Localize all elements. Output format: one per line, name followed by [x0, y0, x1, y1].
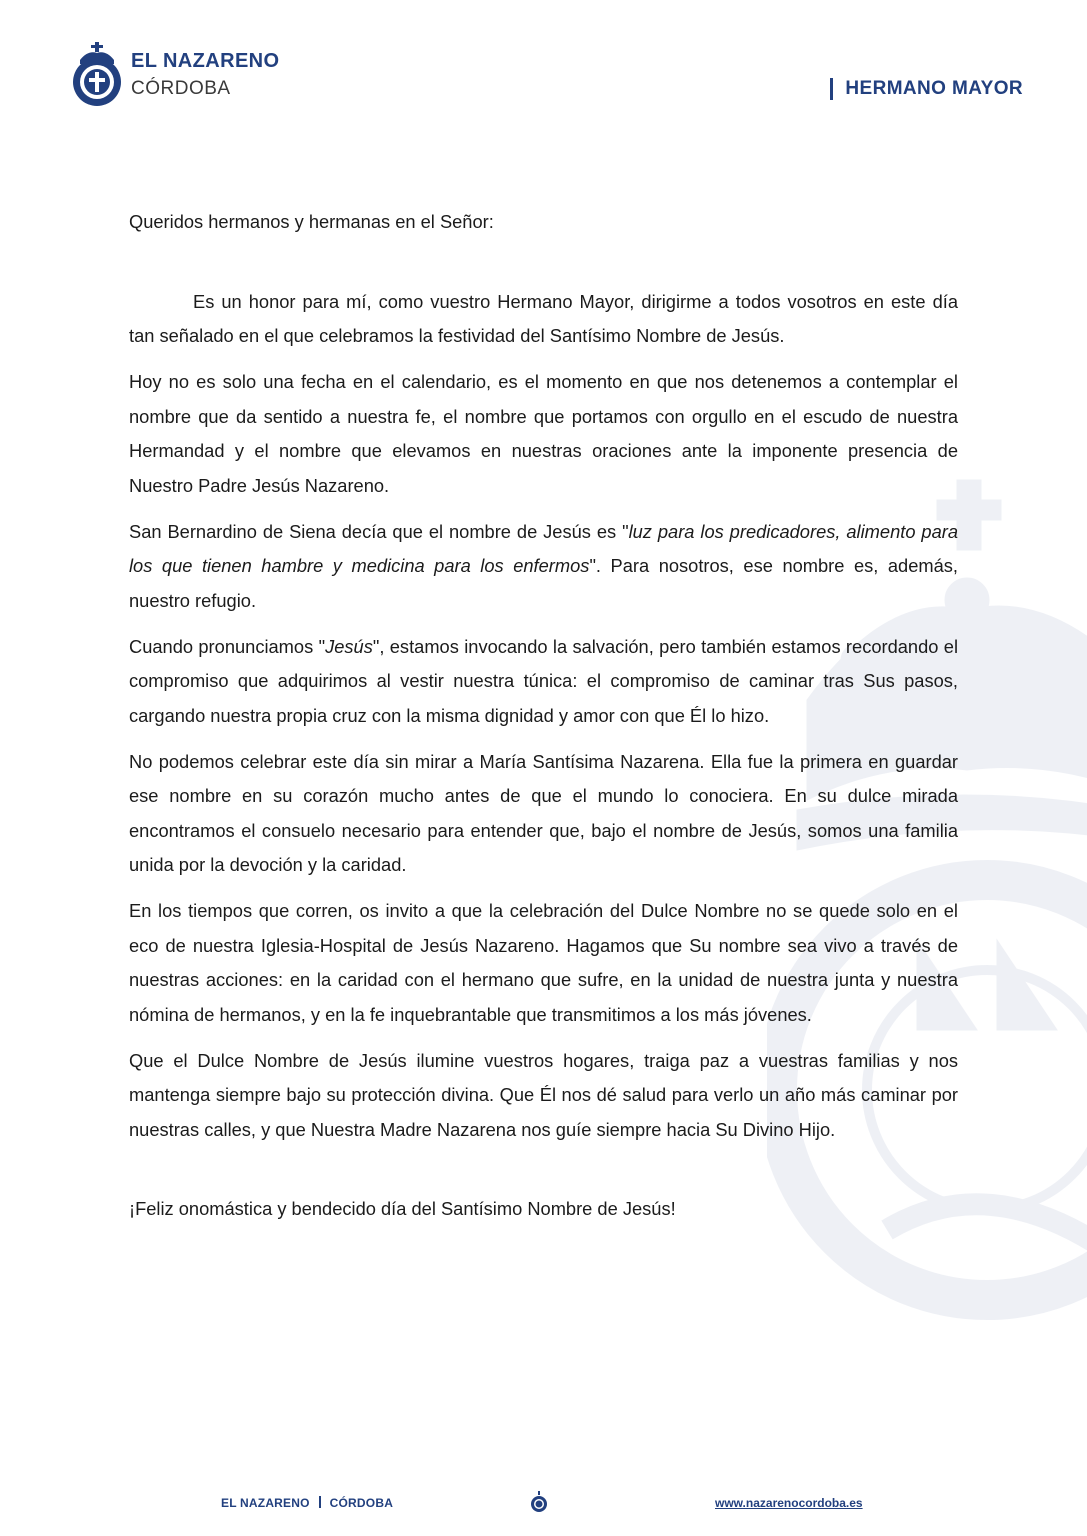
footer-website-link[interactable]: www.nazarenocordoba.es [715, 1496, 863, 1510]
letter-paragraph-5: No podemos celebrar este día sin mirar a María Santísima Nazarena. Ella fue la primera en guardar ese nombre en su corazón mucho antes de que el mundo lo conociera. En su dulce mirada encontramos el consuelo necesario para entender que, bajo el nombre de Jesús, somos una familia unida por la devoción y la caridad. [129, 750, 958, 875]
section-label-group [830, 78, 1023, 100]
paragraph-4-quote: Jesús [325, 635, 373, 657]
brand-city: CÓRDOBA [131, 78, 231, 99]
letter-closing: ¡Feliz onomástica y bendecido día del Santísimo Nombre de Jesús! [129, 1198, 676, 1219]
section-divider [830, 78, 833, 100]
paragraph-4-intro: Cuando pronunciamos " [129, 635, 326, 657]
paragraph-3-outro: ". Para nosotros, ese nombre es, además, nuestro refugio. [129, 555, 959, 611]
footer-divider [319, 1496, 321, 1508]
footer-brand [221, 1496, 393, 1510]
letter-greeting: Queridos hermanos y hermanas en el Señor: [129, 211, 494, 232]
letter-paragraph-1: Es un honor para mí, como vuestro Hermano Mayor, dirigirme a todos vosotros en este día tan señalado en el que celebramos la festividad del Santísimo Nombre de Jesús. [129, 290, 958, 346]
brand-name: EL NAZARENO [131, 50, 280, 72]
letter-paragraph-2: Hoy no es solo una fecha en el calendario, es el momento en que nos detenemos a contemplar el nombre que da sentido a nuestra fe, el nombre que portamos con orgullo en el escudo de nuestra Hermandad y el nombre que elevamos en nuestras oraciones ante la imponente presencia de Nuestro Padre Jesús Nazareno. [129, 371, 958, 496]
footer-brand-name: EL NAZARENO [221, 1496, 310, 1510]
letter-paragraph-6: En los tiempos que corren, os invito a que la celebración del Dulce Nombre no se quede solo en el eco de nuestra Iglesia-Hospital de Jesús Nazareno. Hagamos que Su nombre sea vivo a través de nuestras acciones: en la caridad con el hermano que sufre, en la unidad de nuestra junta y nuestra nómina de hermanos, y en la fe inquebrantable que transmitimos a los más jóvenes. [129, 900, 958, 1025]
section-label: HERMANO MAYOR [845, 78, 1023, 99]
footer-crest-icon [530, 1491, 548, 1513]
crest-icon [70, 42, 124, 106]
footer-brand-city: CÓRDOBA [329, 1496, 394, 1510]
paragraph-3-intro: San Bernardino de Siena decía que el nombre de Jesús es " [129, 520, 629, 542]
paragraph-4-outro: ", estamos invocando la salvación, pero también estamos recordando el compromiso que adquirimos al vestir nuestra túnica: el compromiso de caminar tras Sus pasos, cargando nuestra propia cruz con la misma dignidad y amor con que Él lo hizo. [129, 635, 959, 726]
letter-body [129, 205, 958, 1238]
letter-paragraph-3 [129, 515, 958, 619]
letter-paragraph-7: Que el Dulce Nombre de Jesús ilumine vuestros hogares, traiga paz a vuestras familias y nos mantenga siempre bajo su protección divina. Que Él nos dé salud para verlo un año más caminar por nuestras calles, y que Nuestra Madre Nazarena nos guíe siempre hacia Su Divino Hijo. [129, 1049, 958, 1140]
paragraph-3-quote: luz para los predicadores, alimento para los que tienen hambre y medicina para los enfermos [129, 520, 958, 576]
letter-paragraph-4 [129, 630, 958, 734]
